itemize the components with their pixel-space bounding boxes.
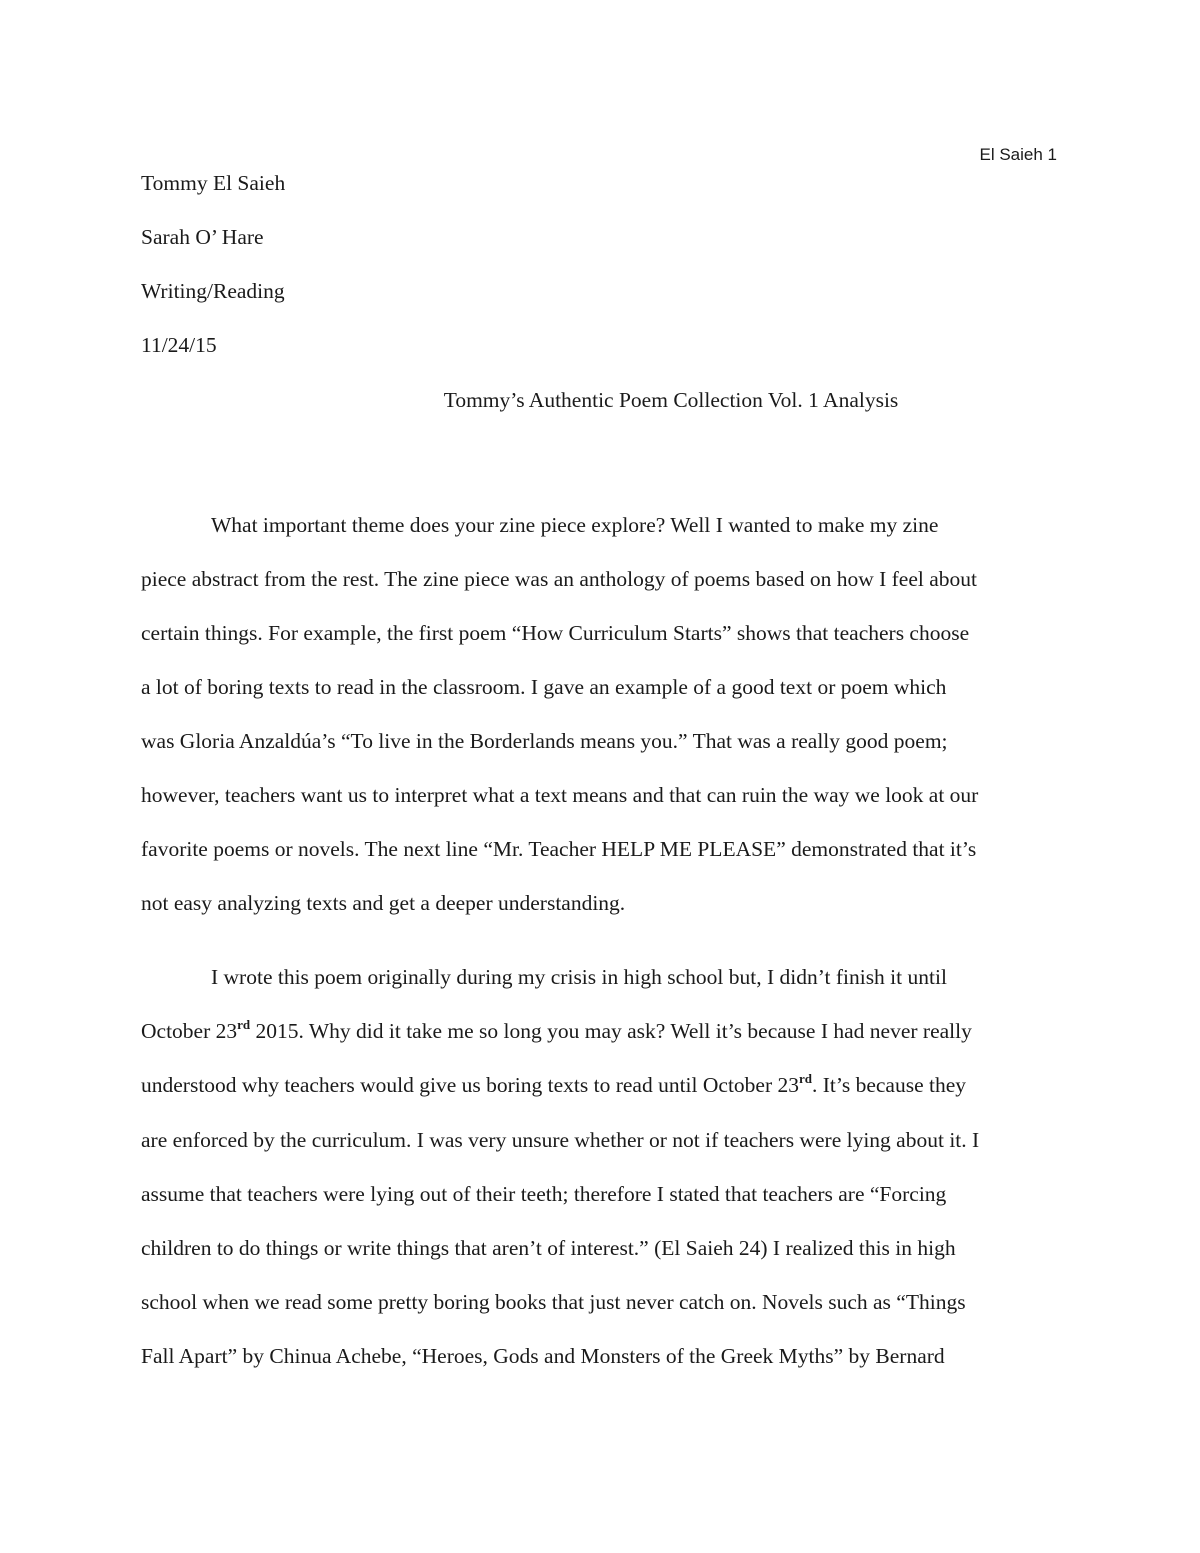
- text-segment: 2015. Why did it take me so long you may ask? Well it’s because I had never really: [250, 1019, 972, 1044]
- text-line: [141, 1018, 972, 1044]
- text-segment: understood why teachers would give us boring texts to read until October 23: [141, 1073, 799, 1098]
- text-line: not easy analyzing texts and get a deeper understanding.: [141, 891, 626, 915]
- ordinal-superscript: rd: [237, 1017, 251, 1033]
- text-segment: school when we read some pretty boring books that just never catch on. Novels such as “Things: [141, 1290, 966, 1315]
- author-name: Tommy El Saieh: [141, 171, 286, 195]
- text-line: [211, 964, 947, 990]
- text-line: however, teachers want us to interpret what a text means and that can ruin the way we look at our: [141, 783, 979, 807]
- text-line: [141, 1289, 966, 1315]
- text-line: certain things. For example, the first poem “How Curriculum Starts” shows that teachers choose: [141, 621, 970, 645]
- text-line: piece abstract from the rest. The zine piece was an anthology of poems based on how I feel about: [141, 567, 978, 591]
- text-line: [141, 1343, 945, 1369]
- text-line: a lot of boring texts to read in the classroom. I gave an example of a good text or poem which: [141, 675, 947, 699]
- text-line: [141, 1127, 979, 1153]
- text-line: favorite poems or novels. The next line “Mr. Teacher HELP ME PLEASE” demonstrated that it’s: [141, 837, 977, 861]
- text-segment: I wrote this poem originally during my crisis in high school but, I didn’t finish it until: [211, 965, 947, 989]
- text-segment: October 23: [141, 1019, 238, 1044]
- essay-title: Tommy’s Authentic Poem Collection Vol. 1 Analysis: [443, 388, 899, 412]
- text-line: What important theme does your zine piece explore? Well I wanted to make my zine: [211, 513, 939, 537]
- text-line: [141, 1181, 946, 1207]
- text-segment: assume that teachers were lying out of their teeth; therefore I stated that teachers are “Forcing: [141, 1181, 947, 1206]
- text-segment: children to do things or write things that aren’t of interest.” (El Saieh 24) I realized this in high: [141, 1236, 956, 1260]
- date: 11/24/15: [141, 333, 217, 357]
- running-head: El Saieh 1: [979, 145, 1057, 164]
- text-segment: Fall Apart” by Chinua Achebe, “Heroes, Gods and Monsters of the Greek Myths” by Bernard: [141, 1344, 945, 1369]
- ordinal-superscript: rd: [799, 1071, 812, 1087]
- text-line: was Gloria Anzaldúa’s “To live in the Borderlands means you.” That was a really good poem;: [141, 729, 948, 753]
- text-segment: . It’s because they: [812, 1073, 967, 1098]
- text-line: [141, 1235, 956, 1261]
- text-line: [141, 1072, 966, 1098]
- course-name: Writing/Reading: [141, 279, 285, 303]
- instructor-name: Sarah O’ Hare: [141, 225, 264, 249]
- text-segment: are enforced by the curriculum. I was very unsure whether or not if teachers were lying about it. I: [141, 1127, 980, 1152]
